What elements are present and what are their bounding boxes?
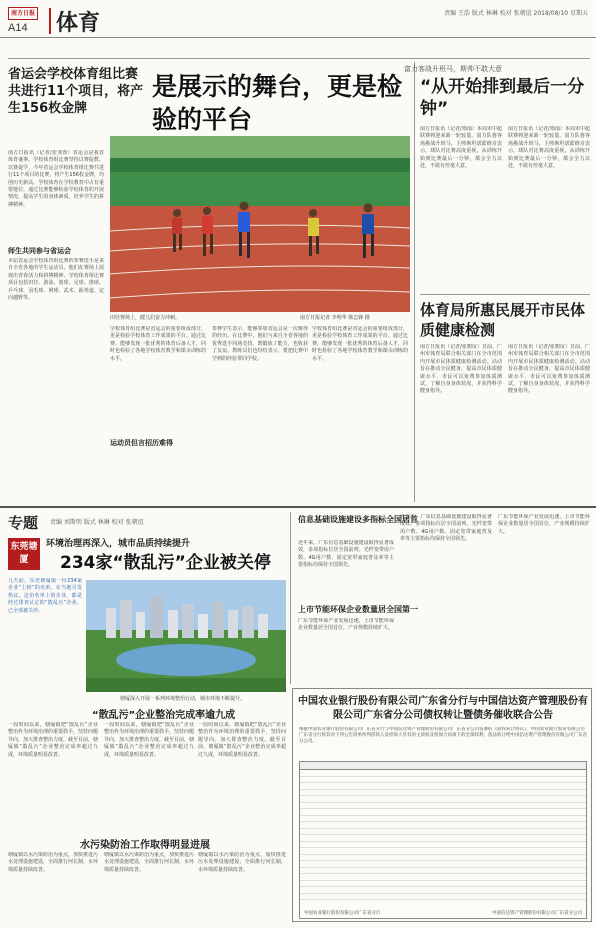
- main-subhead: 运动员但言招历难得: [110, 439, 173, 447]
- table-row: [300, 894, 586, 901]
- left-headline: 省运会学校体育组比赛共进行11个项目，将产生156枚金牌: [8, 67, 144, 116]
- mid-right-body: 南方日报讯（记者/张朝谊）日前，广州市体育局联合相关部门在全市范围内开展市民体质健康检测活动。活动旨在推动全民健身，提高市民体质健康水平。市民可以免费参加体质测试，了解自身身体状况，并获得科学健身指导。: [420, 344, 502, 395]
- mid-news-subhead: 上市节能环保企业数量居全国第一: [298, 605, 418, 614]
- mid-news-body-3: 近年来，广东信息基础设施建设取得显著成效，多项指标位居全国前列。光纤宽带用户数、4G用户数、固定宽带家庭普及率等主要指标均保持全国领先。: [400, 514, 492, 543]
- location-badge: 东莞塘厦: [8, 538, 40, 570]
- bank-notice: [292, 688, 592, 922]
- feature-subhead-2: 水污染防治工作取得明显进展: [80, 840, 210, 851]
- section-title: 体育: [56, 11, 101, 36]
- athletics-photo: [110, 136, 410, 312]
- feature-kicker: 环境治理再深入，城市品质持续提升: [46, 539, 191, 549]
- feature-subhead-1: “散乱污”企业整治完成率逾九成: [92, 710, 236, 721]
- section-divider: [49, 8, 51, 34]
- left-body-2: 本届省运会学校体育组比赛的参赛选手是来自全省各地的学生运动员。他们在赛场上展现出青春活力和拼搏精神。学校体育组比赛项目包括田径、游泳、篮球、足球、排球、乒乓球、羽毛球、网球、武术、跆拳道、定向越野等。: [8, 258, 104, 302]
- city-photo-caption: 塘厦深入开展一系列环境整治行动，城市环境不断提升。: [120, 696, 246, 702]
- section-meta: 责编 刘斯明 版式 林琳 校对 张朝谊: [50, 519, 144, 526]
- edit-info: 责编 王浩 版式 林琳 校对 张朝谊 2018/08/10 星期五: [444, 10, 588, 17]
- right-headline: “从开始排到最后一分钟”: [420, 77, 585, 119]
- mid-right-headline: 体育局所惠民展开市民体质健康检测: [420, 301, 586, 339]
- mid-right-body-2: 南方日报讯（记者/张朝谊）日前，广州市体育局联合相关部门在全市范围内开展市民体质健康检测活动。活动旨在推动全民健身，提高市民体质健康水平。市民可以免费参加体质测试，了解自身身体状况，并获得科学健身指导。: [508, 344, 590, 395]
- mid-news-body-4: 广东节能环保产业发展迅速，上市节能环保企业数量居全国首位，产业规模持续扩大。: [498, 514, 590, 535]
- feature-intro: 几天前，东莞塘厦镇一份234家企业“上榜”的名单，在当地引发热议。这份名单上的企业，都是经过排查认定的“散乱污”企业，已全部被关停。: [8, 578, 82, 614]
- feature-body-2: 一段时间以来，塘厦镇把“散乱污”企业整治作为环境治理的重要抓手，坚持问题导向，加大排查整治力度。截至目前，塘厦镇“散乱污”企业整治完成率超过九成，环境质量明显改善。: [104, 722, 194, 758]
- feature-headline: 234家“散乱污”企业被关停: [60, 553, 271, 573]
- notice-table-header: [300, 762, 586, 770]
- main-headline: 是展示的舞台，更是检验的平台: [152, 72, 403, 134]
- main-body: 学校体育组比赛是省运会的重要组成部分，更是检验学校体育工作成果的平台。通过比赛，能够发现一批优秀的体育后备人才，同时也检验了各地学校体育教学和课余训练的水平。: [110, 326, 206, 362]
- city-photo: [86, 580, 286, 692]
- mid-news-body: 近年来，广东信息基础设施建设取得显著成效，多项指标位居全国前列。光纤宽带用户数、4G用户数、固定宽带家庭普及率等主要指标均保持全国领先。: [298, 540, 394, 569]
- mid-news-body-2: 广东节能环保产业发展迅速，上市节能环保企业数量居全国首位，产业规模持续扩大。: [298, 618, 394, 632]
- column-divider: [290, 512, 291, 684]
- main-body-2: 参赛学生表示，能够参加省运会是一次难得的经历。在比赛中，他们与来自全省各地的优秀选手同场竞技，既锻炼了能力，也收获了友谊。教练员们也纷纷表示，要把比赛中学到的经验带回学校。: [212, 326, 308, 362]
- section-divider: [0, 506, 596, 508]
- main-body-3: 学校体育组比赛是省运会的重要组成部分，更是检验学校体育工作成果的平台。通过比赛，能够发现一批优秀的体育后备人才，同时也检验了各地学校体育教学和课余训练的水平。: [312, 326, 408, 362]
- column-divider: [414, 62, 415, 502]
- mid-news-headline: 信息基础设施建设多指标全国居首: [298, 515, 418, 524]
- newspaper-logo: 南方日报: [8, 7, 38, 20]
- feature-body-5: 塘厦镇以水污染防治为重点，加快推进污水处理设施建设，全面推行河长制，水环境质量持续改善。: [104, 852, 194, 873]
- notice-footer-left: 中国农业银行股份有限公司广东省分行: [304, 911, 381, 916]
- photo-caption: 田径赛场上，健儿们奋力冲刺。: [110, 315, 181, 321]
- right-body: 南方日报讯（记者/郑灿）本周末中超联赛将迎来新一轮较量。富力队将客场挑战升班马。主帅斯坦诺耶维奇表示，球队对比赛高度重视，从训练开始到比赛最后一分钟，都会全力以赴，不敢有丝毫大意。: [420, 126, 502, 170]
- page-number: A14: [8, 22, 28, 34]
- feature-body-6: 塘厦镇以水污染防治为重点，加快推进污水处理设施建设，全面推行河长制，水环境质量持续改善。: [198, 852, 286, 873]
- left-subhead: 师生共同参与省运会: [8, 247, 71, 255]
- feature-body-4: 塘厦镇以水污染防治为重点，加快推进污水处理设施建设，全面推行河长制，水环境质量持续改善。: [8, 852, 98, 873]
- notice-title: 中国农业银行股份有限公司广东省分行与中国信达资产管理股份有限公司广东省分公司债权转让暨债务催收联合公告: [298, 696, 588, 721]
- feature-body-3: 一段时间以来，塘厦镇把“散乱污”企业整治作为环境治理的重要抓手，坚持问题导向，加大排查整治力度。截至目前，塘厦镇“散乱污”企业整治完成率超过九成，环境质量明显改善。: [198, 722, 286, 758]
- masthead: [0, 0, 596, 38]
- right-kicker: 富力客战升班马，斯帅不敢大意: [404, 65, 502, 73]
- left-body: 南方日报讯（记者/张斐蓉）省运会是我省体育盛事。学校体育组比赛坚持以赛促教、以赛促学，今年省运会学校体育组比赛共进行11个项目的比赛，将产生156枚金牌，均创历史新高。学校体育在学校教育中占有重要地位，通过比赛能够检验学校体育的开展情况，提高学生的身体素质，培养学生的拼搏精神。: [8, 150, 104, 208]
- section-label: 专题: [8, 514, 39, 532]
- feature-body-1: 一段时间以来，塘厦镇把“散乱污”企业整治作为环境治理的重要抓手，坚持问题导向，加大排查整治力度。截至目前，塘厦镇“散乱污”企业整治完成率超过九成，环境质量明显改善。: [8, 722, 98, 758]
- divider: [420, 294, 590, 295]
- notice-footer-right: 中国信达资产管理股份有限公司广东省分公司: [492, 911, 582, 916]
- right-body-2: 南方日报讯（记者/郑灿）本周末中超联赛将迎来新一轮较量。富力队将客场挑战升班马。主帅斯坦诺耶维奇表示，球队对比赛高度重视，从训练开始到比赛最后一分钟，都会全力以赴，不敢有丝毫大意。: [508, 126, 590, 170]
- photo-credit: 南方日报记者 李明华 梁志锋 摄: [300, 315, 370, 321]
- divider: [8, 58, 590, 59]
- notice-text: 根据中国农业银行股份有限公司广东省分行与中国信达资产管理股份有限公司广东省分公司签署的《债权转让协议》，中国农业银行股份有限公司广东省分行将其对下列公告清单所列借款人及担保人享有的主债权及担保合同项下的全部权利，依法转让给中国信达资产管理股份有限公司广东省分公司。: [299, 727, 587, 745]
- notice-table: [299, 761, 587, 919]
